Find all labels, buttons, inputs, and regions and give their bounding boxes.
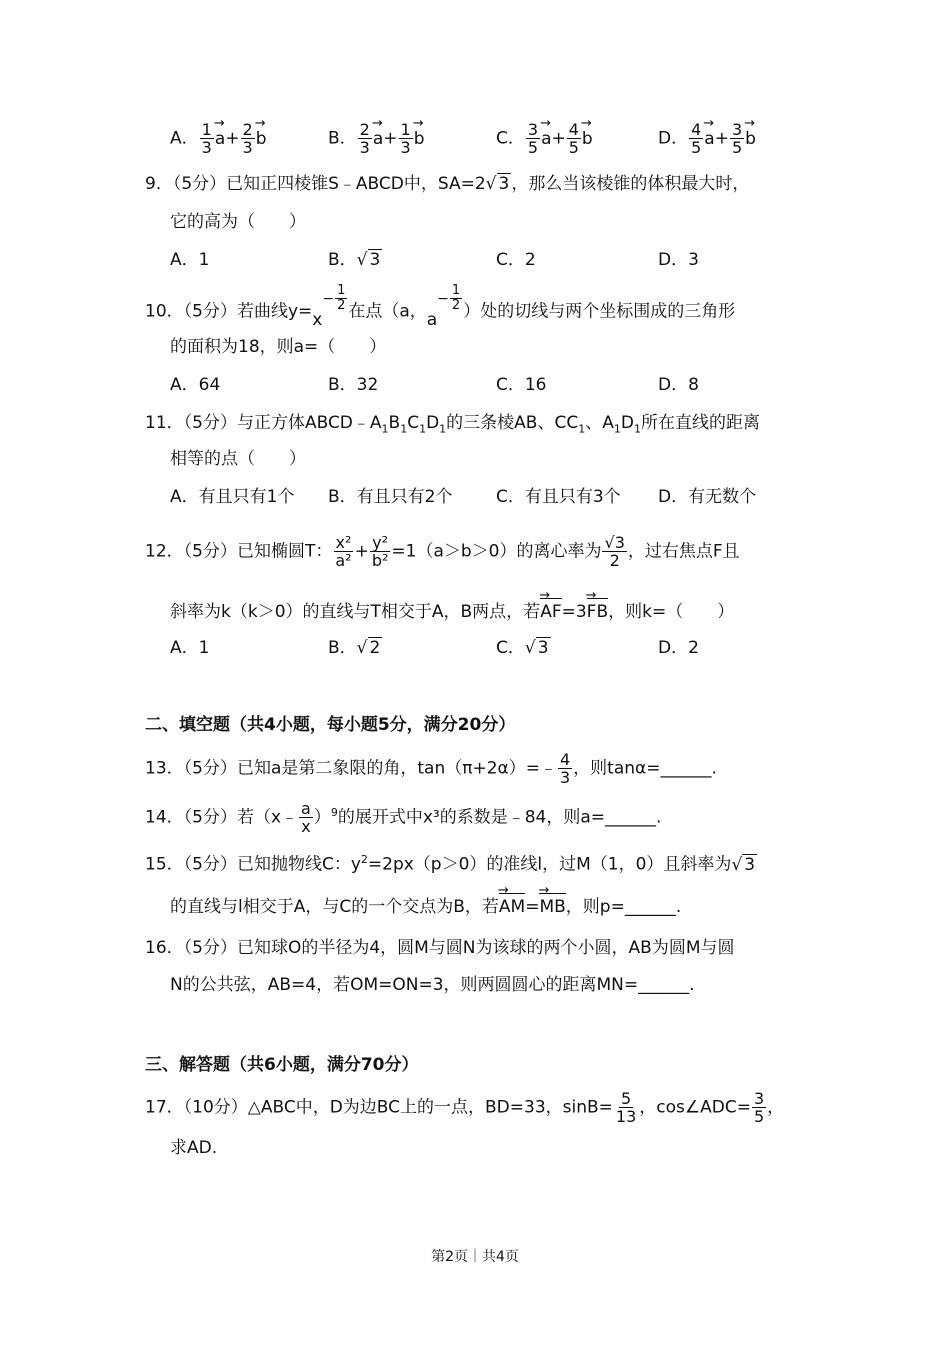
q9-option-b: B．√ 3	[328, 250, 381, 270]
q12-option-a: A．1	[170, 638, 210, 658]
q10-stem-line2: 的面积为18，则a=（ ）	[170, 337, 387, 357]
q15-stem: 15．（5分）已知抛物线C：$y^2=2px(p>0)$的准线l，过M（1，0）且斜率为√ 3	[145, 853, 756, 875]
q10-option-d: D．8	[658, 375, 699, 395]
q12-stem-line2: 斜率为k（k＞0）的直线与T相交于A，B两点，若AF →=3FB →，则k=（ ）	[170, 598, 734, 624]
q10-stem: 10．（5分）若曲线$y=x^{- \frac{1}{2}}$ 在点（a，$a^{- \frac{1}{2}}$ ）处的切线与两个坐标围成的三角形	[145, 283, 736, 330]
q16-stem: 16．（5分）已知球O的半径为4，圆M与圆N为该球的两个小圆，AB为圆M与圆	[145, 938, 735, 958]
q17-stem: 17．（10分）△ABC中，D为边BC上的一点，BD=33，sinB= $\frac{5}{13}$ ，cos∠ADC= $\frac{3}{5}$ ，	[145, 1089, 785, 1126]
q15-stem-line2: 的直线与l相交于A，与C的一个交点为B，若AM →=MB →，则p=______.	[170, 893, 681, 919]
q11-option-d: D．有无数个	[658, 487, 757, 507]
q12-option-b: B．√ 2	[328, 638, 381, 658]
q9-stem-line2: 它的高为（ ）	[170, 212, 306, 232]
sqrt-symbol: √ 3	[485, 174, 510, 194]
q13-stem: 13．（5分）已知a是第二象限的角，tan（π+2α）=﹣ $\frac{4}{3}$ ，则tanα=______.	[145, 750, 717, 787]
q8-option-a: A． $\frac{1}{3}$ a →+ $\frac{2}{3}$ b →	[170, 121, 266, 156]
q8-option-d: D． $\frac{4}{5}$ a →+ $\frac{3}{5}$ b →	[658, 121, 756, 156]
q10-option-c: C．16	[496, 375, 547, 395]
q10-option-b: B．32	[328, 375, 379, 395]
q11-stem-line2: 相等的点（ ）	[170, 449, 306, 469]
q16-stem-line2: N的公共弦，AB=4，若OM=ON=3，则两圆圆心的距离MN=______.	[170, 975, 695, 995]
q8-option-b: B． $\frac{2}{3}$ a →+ $\frac{1}{3}$ b →	[328, 121, 425, 156]
q11-option-c: C．有且只有3个	[496, 487, 621, 507]
page-footer: 第2页｜共4页	[431, 1249, 519, 1265]
section-heading-solutions: 三、解答题（共6小题，满分70分）	[145, 1055, 419, 1075]
q9-option-a: A．1	[170, 250, 210, 270]
section-heading-fill-in: 二、填空题（共4小题，每小题5分，满分20分）	[145, 715, 516, 735]
q12-stem: 12．（5分）已知椭圆T： $\frac{\text{x²}}{\text{a²}}$ + $\frac{\text{y²}}{\text{b²}}$ =1（a＞b＞0）的离心率为 $\frac{√3}{2}$ ，过右焦点F且	[145, 533, 740, 570]
q8-option-c: C． $\frac{3}{5}$ a →+ $\frac{4}{5}$ b →	[496, 121, 593, 156]
q12-option-c: C．√ 3	[496, 638, 549, 658]
q9-option-d: D．3	[658, 250, 699, 270]
q14-stem: 14．（5分）若（x﹣ $\frac{a}{x}$ ）$^9$的展开式中x³的系数是﹣84，则a=______.	[145, 799, 662, 836]
q11-option-a: A．有且只有1个	[170, 487, 295, 507]
q11-option-b: B．有且只有2个	[328, 487, 453, 507]
q17-stem-line2: 求AD.	[170, 1138, 218, 1158]
q9-stem: 9．（5分）已知正四棱锥S﹣ABCD中，SA=2√ 3 ，那么当该棱锥的体积最大时，	[145, 174, 750, 194]
q9-option-c: C．2	[496, 250, 536, 270]
q10-option-a: A．64	[170, 375, 221, 395]
q12-option-d: D．2	[658, 638, 699, 658]
q11-stem: 11．（5分）与正方体$ABCD﹣A_1B_1C_1D_1$的三条棱AB、$CC_1$、$A_1D_1$所在直线的距离	[145, 413, 760, 436]
